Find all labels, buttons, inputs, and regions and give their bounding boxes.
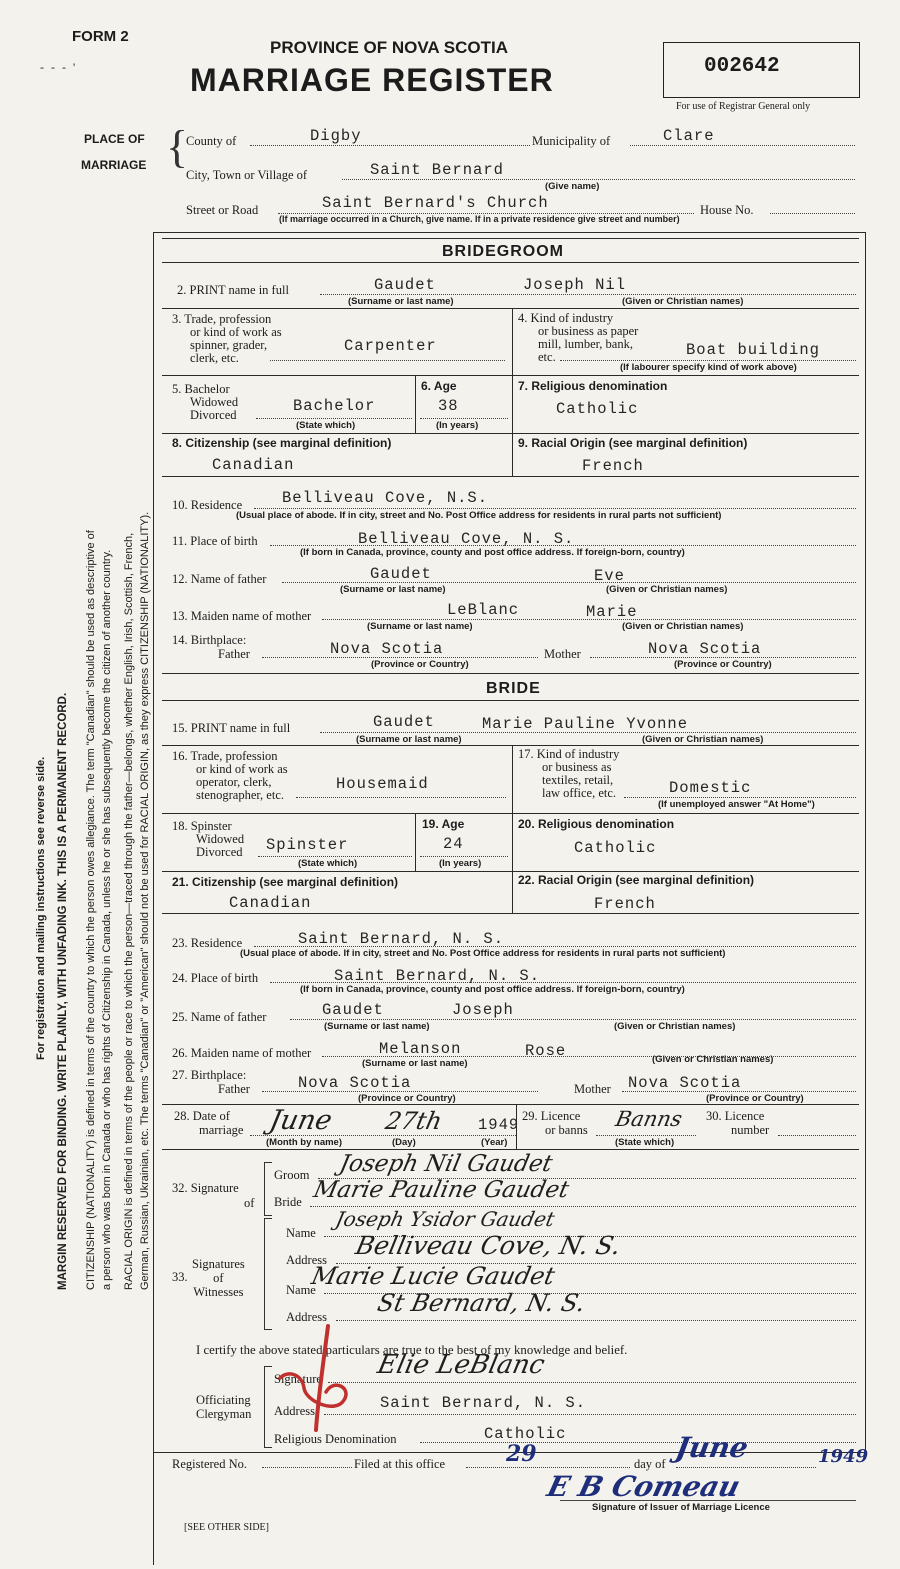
- margin-citizenship-2: a person who was born in Canada or who has rights of Citizenship in Canada, unless he or she has subsequently become the citizen of another country.: [101, 549, 113, 1290]
- groom-father-given: Eve: [594, 567, 625, 585]
- groom-residence: Belliveau Cove, N.S.: [282, 489, 489, 507]
- bride-father-given-note: (Given or Christian names): [614, 1021, 736, 1032]
- f30-label: 30. Licence number: [706, 1109, 770, 1137]
- groom-status: Bachelor: [293, 397, 376, 415]
- w2-name-label: Name: [286, 1283, 316, 1297]
- bride-surname-note: (Surname or last name): [356, 734, 462, 745]
- bride-sig-label: Bride: [274, 1195, 302, 1209]
- f4-label: 4. Kind of industry or business as paper mill, lumber, bank, etc.: [518, 311, 639, 365]
- f28-label: 28. Date of marriage: [174, 1109, 244, 1137]
- house-label: House No.: [700, 203, 754, 217]
- issuer-label: Signature of Issuer of Marriage Licence: [592, 1502, 770, 1513]
- municipality-label: Municipality of: [532, 134, 611, 148]
- f20-label: 20. Religious denomination: [518, 817, 675, 831]
- f26-label: 26. Maiden name of mother: [172, 1046, 312, 1060]
- groom-sig-label: Groom: [274, 1168, 310, 1182]
- age-note: (In years): [436, 420, 479, 431]
- father-surname-note: (Surname or last name): [340, 584, 446, 595]
- witness2-address: St Bernard, N. S.: [375, 1289, 588, 1317]
- f16-label: 16. Trade, profession or kind of work as operator, clerk, stenographer, etc.: [172, 749, 288, 803]
- bride-industry: Domestic: [669, 779, 752, 797]
- filed-year: 1949: [818, 1446, 869, 1467]
- f27-father-label: Father: [218, 1082, 250, 1096]
- f19-label: 19. Age: [422, 817, 465, 831]
- witness1-address: Belliveau Cove, N. S.: [352, 1231, 624, 1260]
- street-value: Saint Bernard's Church: [322, 194, 549, 212]
- bride-residence-note: (Usual place of abode. If in city, street and No. Post Office address for residents in rural parts not sufficient): [240, 948, 726, 959]
- clergy-address: Saint Bernard, N. S.: [380, 1394, 587, 1412]
- street-label: Street or Road: [186, 203, 259, 217]
- f9-label: 9. Racial Origin (see marginal definition): [518, 436, 748, 450]
- certification-text: I certify the above stated particulars are true to the best of my knowledge and belief.: [196, 1343, 628, 1357]
- w1-name-label: Name: [286, 1226, 316, 1240]
- province-title: PROVINCE OF NOVA SCOTIA: [270, 38, 509, 57]
- registrar-box: [663, 42, 860, 98]
- punch-marks: - - - ': [40, 60, 78, 74]
- bride-given: Marie Pauline Yvonne: [482, 715, 689, 733]
- groom-industry: Boat building: [686, 341, 820, 359]
- county-label: County of: [186, 134, 237, 148]
- given-note: (Given or Christian names): [622, 296, 744, 307]
- f12-label: 12. Name of father: [172, 572, 267, 586]
- residence-note: (Usual place of abode. If in city, street and No. Post Office address for residents in rural parts not sufficient): [236, 510, 722, 521]
- bride-heading: BRIDE: [486, 680, 541, 697]
- f14-father-label: Father: [218, 647, 250, 661]
- give-name-note: (Give name): [545, 181, 600, 192]
- f23-label: 23. Residence: [172, 936, 243, 950]
- street-note: (If marriage occurred in a Church, give name. If in a private residence give street and number): [279, 214, 680, 224]
- margin-binding-note: MARGIN RESERVED FOR BINDING. WRITE PLAINLY, WITH UNFADING INK. THIS IS A PERMANENT RECORD.: [57, 692, 69, 1290]
- registrar-note: For use of Registrar General only: [676, 101, 811, 112]
- w2-address-label: Address: [286, 1310, 327, 1324]
- groom-father-surname: Gaudet: [370, 565, 432, 583]
- groom-surname: Gaudet: [374, 276, 436, 294]
- groom-mother-surname: LeBlanc: [447, 601, 520, 619]
- denomination-label: Religious Denomination: [274, 1432, 397, 1446]
- surname-note: (Surname or last name): [348, 296, 454, 307]
- f25-label: 25. Name of father: [172, 1010, 267, 1024]
- bride-father-surname: Gaudet: [322, 1001, 384, 1019]
- marriage-label: MARRIAGE: [81, 158, 147, 172]
- margin-racial-1: RACIAL ORIGIN is defined in terms of the people or race to which the person—traced through the father—belongs, whether English, Irish, Scottish, French,: [123, 532, 135, 1290]
- year-note: (Year): [481, 1137, 508, 1148]
- brace-icon: {: [166, 121, 189, 172]
- clergy-address-label: Address: [274, 1404, 315, 1418]
- margin-instructions: For registration and mailing instructions see reverse side.: [35, 756, 47, 1060]
- filed-day: 29: [506, 1441, 537, 1467]
- day-note: (Day): [392, 1137, 416, 1148]
- f33-number: 33.: [172, 1270, 188, 1284]
- registrar-check-mark: [266, 1318, 376, 1438]
- bride-father-surname-note: (Surname or last name): [324, 1021, 430, 1032]
- city-value: Saint Bernard: [370, 161, 504, 179]
- registration-number: 002642: [704, 55, 780, 78]
- f7-label: 7. Religious denomination: [518, 379, 668, 393]
- issuer-signature: E B Comeau: [543, 1470, 744, 1503]
- bride-age: 24: [443, 835, 464, 853]
- filed-month: June: [673, 1431, 751, 1464]
- bride-father-given: Joseph: [452, 1001, 514, 1019]
- bride-mother-surname-note: (Surname or last name): [362, 1058, 468, 1069]
- city-label: City, Town or Village of: [186, 168, 308, 182]
- mother-given-note: (Given or Christian names): [622, 621, 744, 632]
- f17-note: (If unemployed answer "At Home"): [658, 799, 815, 810]
- clergy-sig-label: Signature: [274, 1372, 322, 1386]
- f27-mother-label: Mother: [574, 1082, 611, 1096]
- f2-label: 2. PRINT name in full: [177, 283, 289, 297]
- bride-origin: French: [594, 895, 656, 913]
- margin-racial-2: German, Russian, Ukrainian, etc. The terms "Canadian" or "American" should not be used for RACIAL ORIGIN, as they express CITIZENSHIP (NATIONALITY).: [139, 511, 151, 1290]
- f27-label: 27. Birthplace:: [172, 1068, 247, 1082]
- bride-birth-note: (If born in Canada, province, county and post office address. If foreign-born, country): [300, 984, 685, 995]
- prov-note-4: (Province or Country): [706, 1093, 804, 1104]
- bride-father-birthplace: Nova Scotia: [298, 1074, 412, 1092]
- f15-label: 15. PRINT name in full: [172, 721, 291, 735]
- marriage-month: June: [266, 1105, 335, 1136]
- f24-label: 24. Place of birth: [172, 971, 259, 985]
- groom-father-birthplace: Nova Scotia: [330, 640, 444, 658]
- w1-address-label: Address: [286, 1253, 327, 1267]
- father-given-note: (Given or Christian names): [606, 584, 728, 595]
- f14-label: 14. Birthplace:: [172, 633, 247, 647]
- groom-birthplace: Belliveau Cove, N. S.: [358, 530, 575, 548]
- see-other-side: [SEE OTHER SIDE]: [184, 1522, 269, 1533]
- f4-note: (If labourer specify kind of work above): [620, 362, 797, 373]
- brace-icon: [264, 1162, 272, 1216]
- place-label: PLACE OF: [84, 132, 145, 146]
- mother-surname-note: (Surname or last name): [367, 621, 473, 632]
- groom-origin: French: [582, 457, 644, 475]
- bride-residence: Saint Bernard, N. S.: [298, 930, 505, 948]
- bride-mother-surname: Melanson: [379, 1040, 462, 1058]
- f33-label: Signatures of Witnesses: [192, 1257, 245, 1299]
- f11-label: 11. Place of birth: [172, 534, 258, 548]
- licence-or-banns: Banns: [613, 1107, 685, 1131]
- f32-label: 32. Signature of: [172, 1181, 255, 1210]
- marriage-day: 27th: [383, 1107, 445, 1135]
- municipality-value: Clare: [663, 127, 715, 145]
- f8-label: 8. Citizenship (see marginal definition): [172, 436, 392, 450]
- groom-citizenship: Canadian: [212, 456, 295, 474]
- bride-signature: Marie Pauline Gaudet: [311, 1177, 572, 1203]
- f14-mother-label: Mother: [544, 647, 581, 661]
- brace-icon: [264, 1218, 272, 1330]
- bride-religion: Catholic: [574, 839, 657, 857]
- prov-note-1: (Province or Country): [371, 659, 469, 670]
- filed-label: Filed at this office: [354, 1457, 446, 1471]
- page-title: MARRIAGE REGISTER: [190, 62, 554, 98]
- prov-note-3: (Province or Country): [358, 1093, 456, 1104]
- month-note: (Month by name): [266, 1137, 342, 1148]
- clergy-denomination: Catholic: [484, 1425, 567, 1443]
- f17-label: 17. Kind of industry or business as textiles, retail, law office, etc.: [518, 747, 620, 801]
- margin-citizenship-1: CITIZENSHIP (NATIONALITY) is defined in terms of the country to which the person owes allegiance. The term "Canadian" should be used as descriptive of: [85, 530, 97, 1290]
- day-of-label: day of: [634, 1457, 666, 1471]
- f29-label: 29. Licence or banns: [522, 1109, 588, 1137]
- groom-trade: Carpenter: [344, 337, 437, 355]
- status-note: (State which): [296, 420, 356, 431]
- marriage-year: 1949: [478, 1116, 520, 1134]
- f13-label: 13. Maiden name of mother: [172, 609, 312, 623]
- bride-trade: Housemaid: [336, 775, 429, 793]
- form-number: FORM 2: [72, 28, 129, 45]
- bride-age-note: (In years): [439, 858, 482, 869]
- prov-note-2: (Province or Country): [674, 659, 772, 670]
- groom-religion: Catholic: [556, 400, 639, 418]
- f22-label: 22. Racial Origin (see marginal definition): [518, 873, 755, 887]
- f10-label: 10. Residence: [172, 498, 243, 512]
- state-note: (State which): [615, 1137, 675, 1148]
- bride-mother-given-note: (Given or Christian names): [652, 1054, 774, 1065]
- f21-label: 21. Citizenship (see marginal definition): [172, 875, 399, 889]
- clergy-signature: Elie LeBlanc: [374, 1350, 548, 1380]
- bride-surname: Gaudet: [373, 713, 435, 731]
- registered-no-label: Registered No.: [172, 1457, 247, 1471]
- bride-status: Spinster: [266, 836, 349, 854]
- f18-label: 18. Spinster Widowed Divorced: [172, 819, 245, 860]
- bride-citizenship: Canadian: [229, 894, 312, 912]
- birth-note: (If born in Canada, province, county and post office address. If foreign-born, country): [300, 547, 685, 558]
- groom-signature: Joseph Nil Gaudet: [337, 1151, 555, 1177]
- f5-label: 5. Bachelor Widowed Divorced: [172, 382, 239, 423]
- f6-label: 6. Age: [421, 379, 457, 393]
- f3-label: 3. Trade, profession or kind of work as spinner, grader, clerk, etc.: [172, 312, 282, 366]
- bride-mother-given: Rose: [525, 1042, 567, 1060]
- bride-mother-birthplace: Nova Scotia: [628, 1074, 742, 1092]
- groom-mother-given: Marie: [586, 603, 638, 621]
- bridegroom-heading: BRIDEGROOM: [442, 243, 564, 260]
- bride-status-note: (State which): [298, 858, 358, 869]
- bride-birthplace: Saint Bernard, N. S.: [334, 967, 541, 985]
- county-value: Digby: [310, 127, 362, 145]
- bride-given-note: (Given or Christian names): [642, 734, 764, 745]
- officiating-label: Officiating Clergyman: [196, 1393, 252, 1422]
- groom-given: Joseph Nil: [523, 276, 627, 294]
- witness1-name: Joseph Ysidor Gaudet: [333, 1207, 557, 1231]
- groom-age: 38: [438, 397, 459, 415]
- witness2-name: Marie Lucie Gaudet: [309, 1262, 558, 1290]
- groom-mother-birthplace: Nova Scotia: [648, 640, 762, 658]
